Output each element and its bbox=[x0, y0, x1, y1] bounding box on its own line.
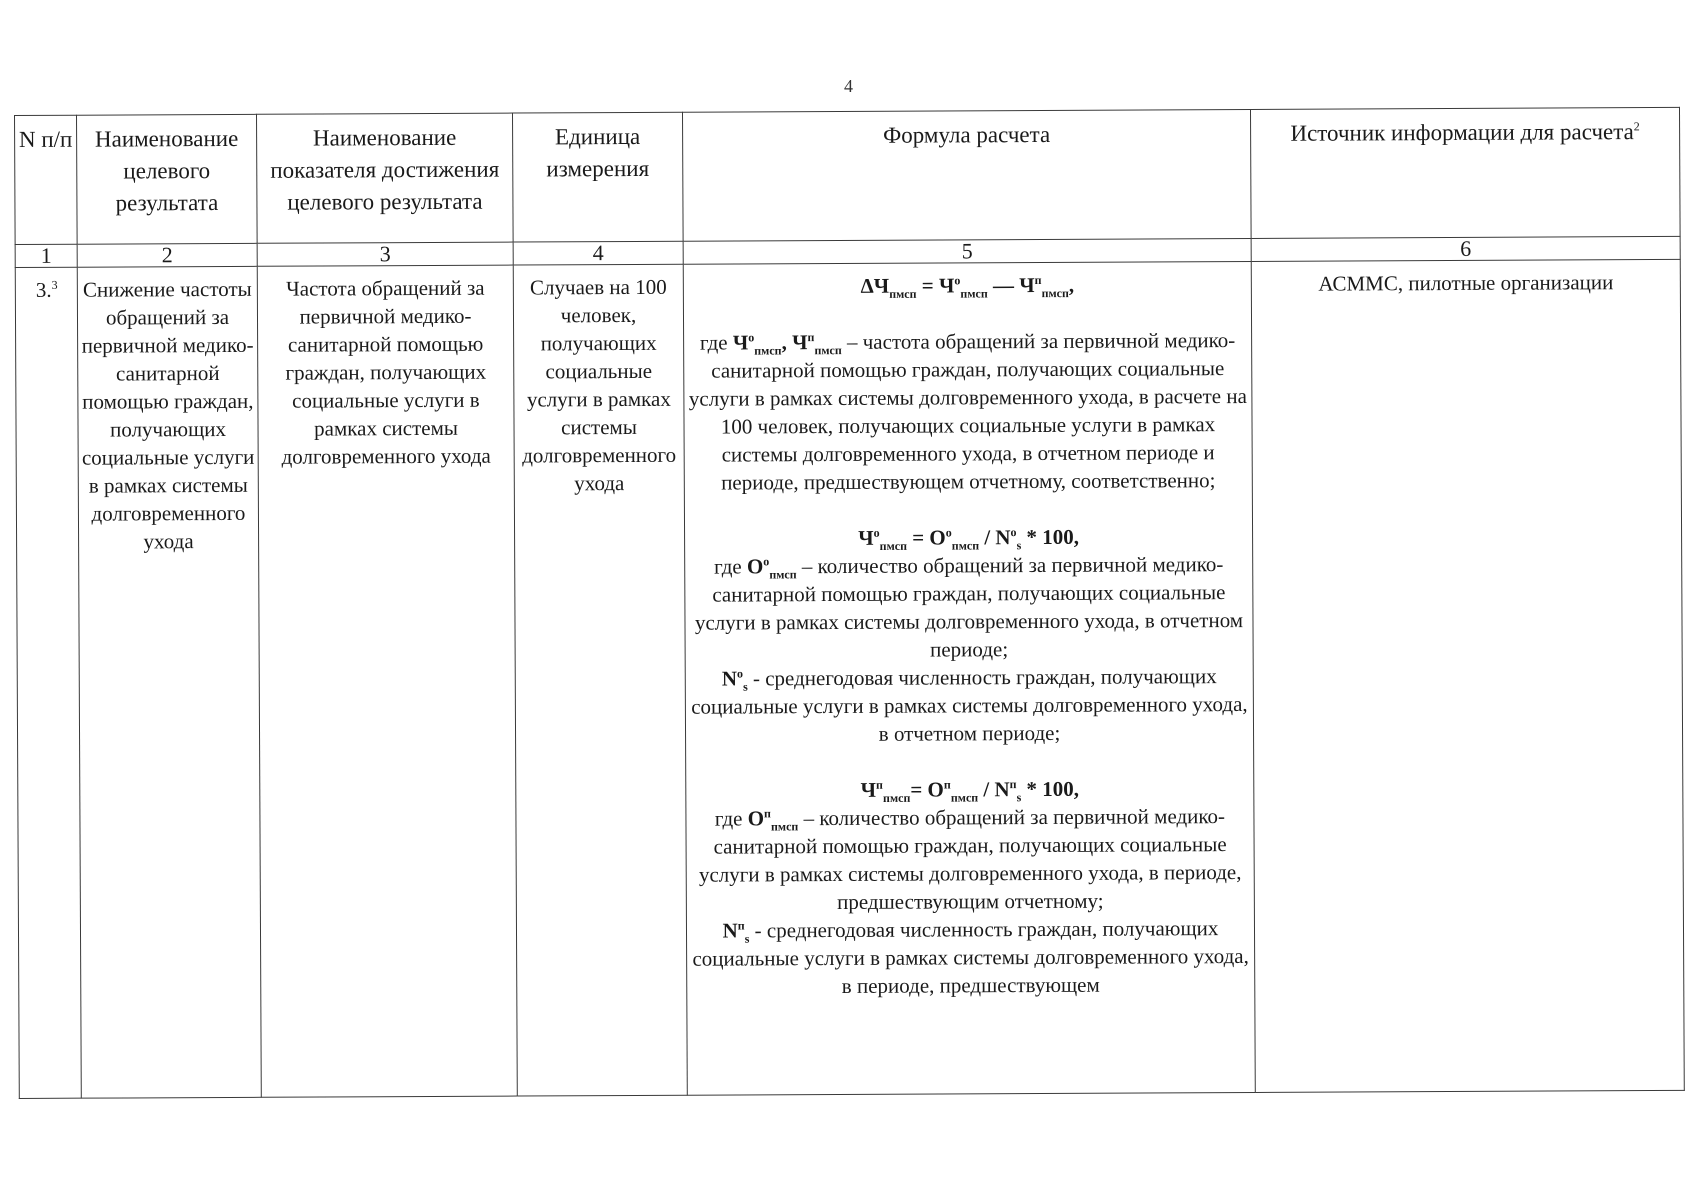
header-source: Источник информации для расчета$^2$ bbox=[1250, 107, 1680, 238]
header-indicator: Наименование показателя достижения целевого результата bbox=[256, 113, 513, 243]
footnote-mark: 3 bbox=[51, 277, 58, 292]
formula-delta: $\Delta Ч_{пмсп} = Ч^о_{пмсп}$ — $Ч^п_{пмсп}$, bbox=[860, 272, 1075, 301]
unit-cell: Случаев на 100 человек, получающих социальные услуги в рамках системы долговременного ухода bbox=[513, 264, 687, 1096]
indicator-table bbox=[14, 107, 1685, 1099]
header-unit: Единица измерения bbox=[512, 112, 683, 242]
formula-current-period: $Ч^о_{пмсп} = О^о_{пмсп} / N^о_s * 100$, bbox=[858, 524, 1080, 553]
page-number: 4 bbox=[844, 76, 853, 96]
source-cell: АСММС, пилотные организации bbox=[1251, 259, 1684, 1092]
formula-ns-current-explanation: $N^о_s$ - среднегодовая численность граждан, получающих социальные услуги в рамках системы долговременного ухода, в отчетном периоде; bbox=[691, 664, 1248, 746]
column-number: 1 bbox=[15, 244, 77, 267]
row-number: 3.$^3$ bbox=[15, 267, 81, 1098]
formula-previous-period: $Ч^п_{пмсп}= О^п_{пмсп} / N^п_s * 100$, bbox=[860, 776, 1080, 805]
indicator-cell: Частота обращений за первичной медико-санитарной помощью граждан, получающих социальные услуги в рамках системы долговременного ухода bbox=[257, 265, 517, 1097]
formula-ns-previous-explanation: $N^п_s$ - среднегодовая численность граждан, получающих социальные услуги в рамках системы долговременного ухода, в периоде, предшествующем bbox=[692, 916, 1249, 998]
formula-delta-explanation: где $Ч^о_{пмсп}$, $Ч^п_{пмсп}$ – частота обращений за первичной медико-санитарной помощью граждан, получающих социальные услуги в рамках системы долговременного ухода, в расчете на 100 человек, получающих социальные услуги в рамках системы долговременного ухода, в отчетном периоде и периоде, предшествующем отчетному, соответственно; bbox=[688, 328, 1247, 495]
table-header-row bbox=[15, 107, 1681, 244]
column-number: 6 bbox=[1251, 236, 1680, 261]
formula-current-explanation: где $О^о_{пмсп}$ – количество обращений за первичной медико-санитарной помощью граждан, получающих социальные услуги в рамках системы долговременного ухода, в отчетном периоде; bbox=[694, 552, 1244, 662]
column-number: 5 bbox=[683, 238, 1251, 264]
header-target-result: Наименование целевого результата bbox=[77, 114, 258, 244]
footnote-mark: 2 bbox=[1633, 119, 1640, 134]
header-formula: Формула расчета bbox=[682, 109, 1251, 241]
table-row bbox=[15, 259, 1684, 1098]
column-number: 4 bbox=[513, 241, 683, 265]
formula-previous-explanation: где $О^п_{пмсп}$ – количество обращений за первичной медико-санитарной помощью граждан, получающих социальные услуги в рамках системы долговременного ухода, в периоде, предшествующим отчетному; bbox=[698, 804, 1242, 914]
formula-cell bbox=[683, 261, 1255, 1095]
column-number: 3 bbox=[257, 242, 513, 266]
header-n: N п/п bbox=[15, 115, 78, 244]
target-result-cell: Снижение частоты обращений за первичной медико-санитарной помощью граждан, получающих социальные услуги в рамках системы долговременного ухода bbox=[77, 266, 261, 1098]
column-number: 2 bbox=[77, 243, 257, 267]
